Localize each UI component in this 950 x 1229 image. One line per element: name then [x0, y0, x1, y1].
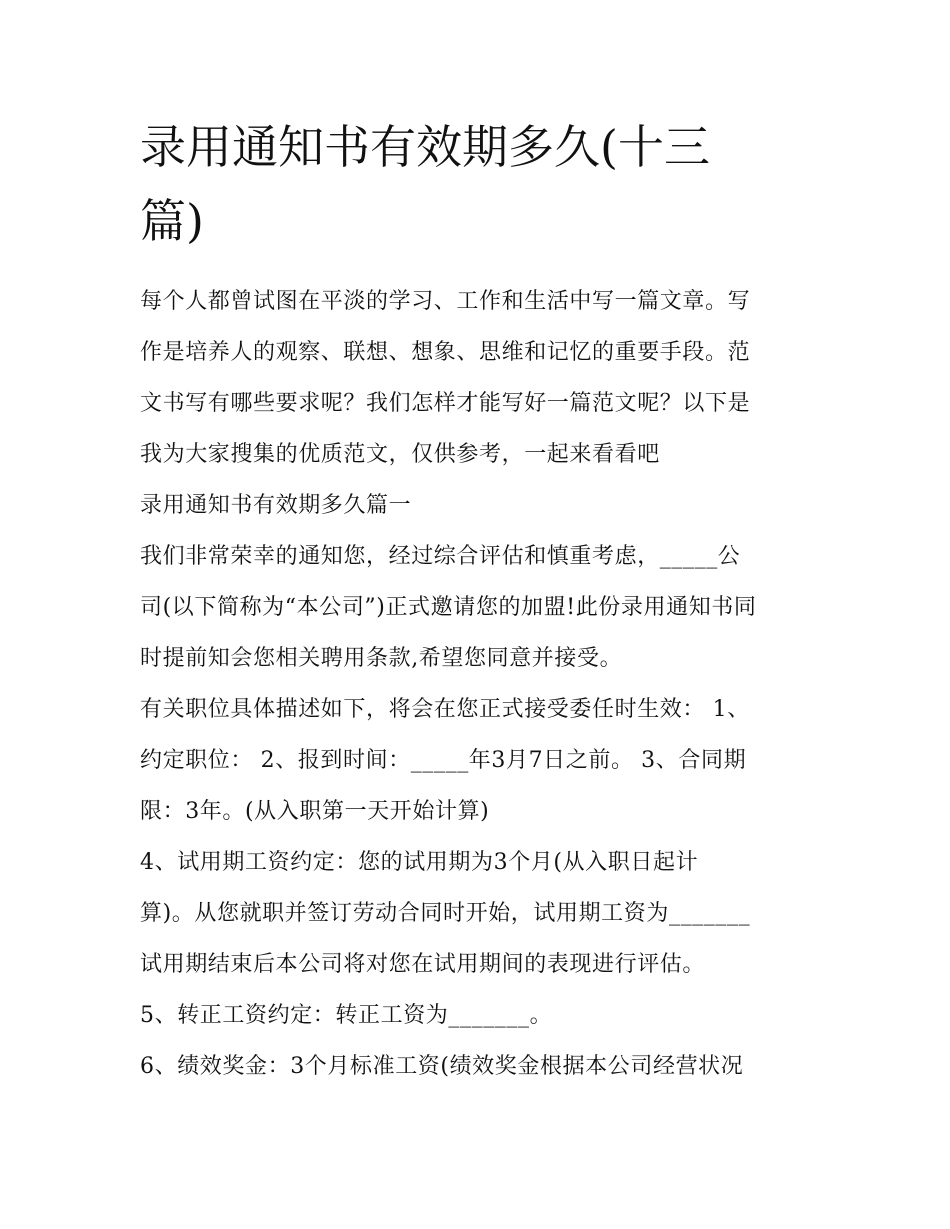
document-body [140, 276, 815, 1092]
intro-line: 每个人都曾试图在平淡的学习、工作和生活中写一篇文章。写 [140, 289, 751, 314]
intro-line: 我为大家搜集的优质范文，仅供参考，一起来看看吧 [140, 442, 660, 467]
title-line: 篇) [140, 194, 204, 248]
body-line: 有关职位具体描述如下，将会在您正式接受委任时生效： 1、 [140, 697, 750, 722]
body-line: 5、转正工资约定：转正工资为_______。 [140, 1003, 553, 1028]
body-line: 时提前知会您相关聘用条款,希望您同意并接受。 [140, 646, 623, 671]
body-line: 司(以下简称为“本公司”)正式邀请您的加盟!此份录用通知书同 [140, 595, 757, 620]
body-line: 试用期结束后本公司将对您在试用期间的表现进行评估。 [140, 952, 706, 977]
body-line: 约定职位： 2、报到时间：_____年3月7日之前。 3、合同期 [140, 748, 747, 773]
document-title [140, 110, 820, 258]
body-line: 6、绩效奖金：3个月标准工资(绩效奖金根据本公司经营状况 [140, 1054, 744, 1079]
body-line: 算)。从您就职并签订劳动合同时开始，试用期工资为_______ [140, 901, 751, 926]
body-line: 4、试用期工资约定：您的试用期为3个月(从入职日起计 [140, 850, 699, 875]
body-line: 我们非常荣幸的通知您，经过综合评估和慎重考虑，_____公 [140, 544, 741, 569]
body-line: 限：3年。(从入职第一天开始计算) [140, 799, 490, 824]
intro-line: 文书写有哪些要求呢？我们怎样才能写好一篇范文呢？以下是 [140, 391, 751, 416]
intro-line: 作是培养人的观察、联想、想象、思维和记忆的重要手段。范 [140, 340, 751, 365]
section-heading: 录用通知书有效期多久篇一 [140, 493, 412, 518]
title-line: 录用通知书有效期多久(十三 [140, 120, 710, 174]
